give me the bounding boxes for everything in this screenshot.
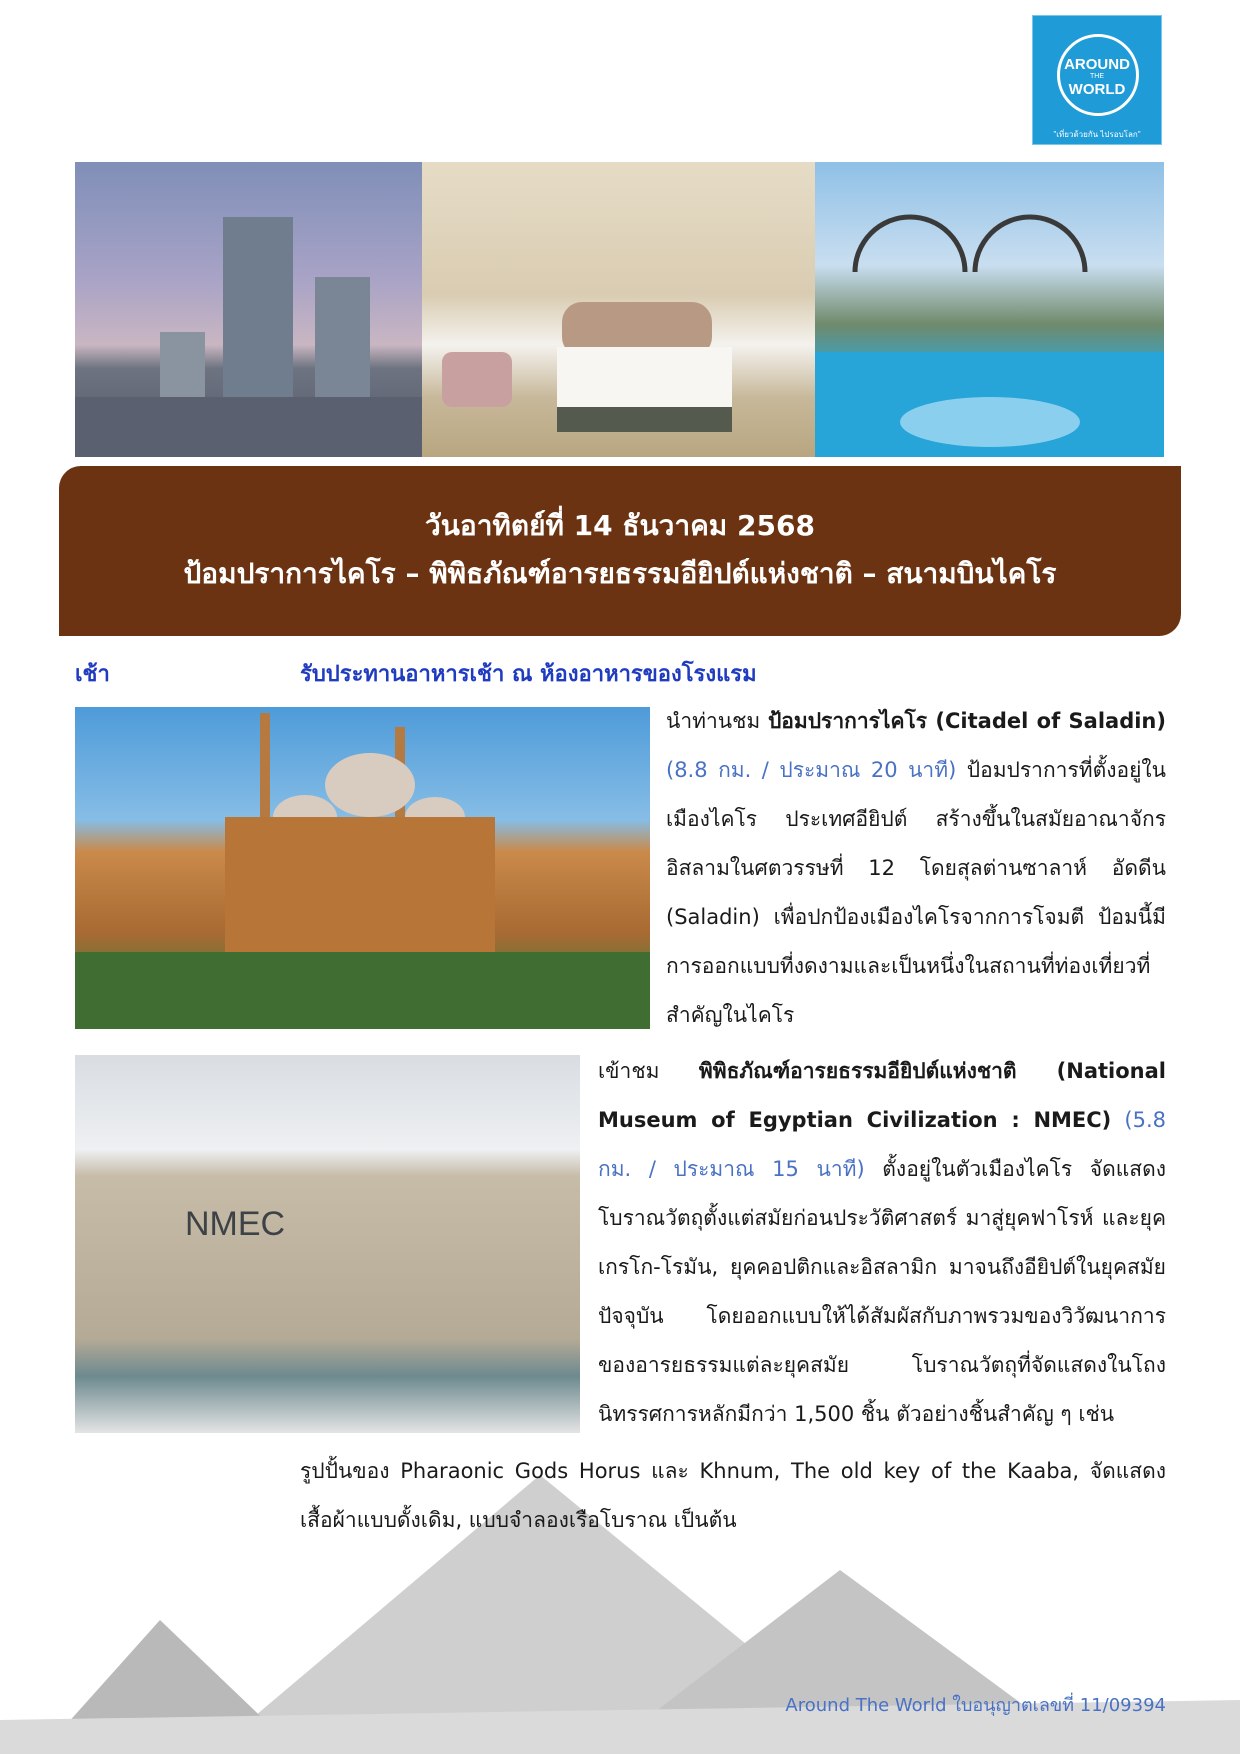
hotel-bedroom-photo: [422, 162, 815, 457]
logo-text-around: AROUND: [1064, 56, 1130, 73]
nmec-intro: เข้าชม: [598, 1059, 660, 1083]
hotel-exterior-photo: [75, 162, 422, 457]
day-header-banner: [59, 466, 1181, 636]
nmec-distance: (5.8 กม. / ประมาณ 15 นาที): [598, 1108, 1166, 1181]
logo-text-the: THE: [1090, 73, 1104, 80]
nmec-name: พิพิธภัณฑ์อารยธรรมอียิปต์แห่งชาติ (National Museum of Egyptian Civilization : NMEC): [598, 1059, 1166, 1132]
day-date: วันอาทิตย์ที่ 14 ธันวาคม 2568: [425, 509, 815, 542]
hotel-tower-illustration: [75, 162, 422, 457]
nmec-museum-photo: [75, 1055, 580, 1433]
citadel-description: ป้อมปราการที่ตั้งอยู่ในเมืองไคโร ประเทศอียิปต์ สร้างขึ้นในสมัยอาณาจักรอิสลามในศตวรรษที่ 12 โดยสุลต่านซาลาห์ อัดดีน (Saladin) เพื่อปกป้องเมืองไคโรจากการโจมตี ป้อมนี้มีการออกแบบที่งดงามและเป็นหนึ่งในสถานที่ท่องเที่ยวที่สำคัญในไคโร: [666, 758, 1166, 1027]
meal-description: รับประทานอาหารเช้า ณ ห้องอาหารของโรงแรม: [300, 662, 757, 687]
pool-illustration: [815, 162, 1164, 457]
day-route: ป้อมปราการไคโร – พิพิธภัณฑ์อารยธรรมอียิปต์แห่งชาติ – สนามบินไคโร: [183, 557, 1057, 590]
nmec-paragraph-continued: รูปปั้นของ Pharaonic Gods Horus และ Khnum, The old key of the Kaaba, จัดแสดงเสื้อผ้าแบบดั้งเดิม, แบบจำลองเรือโบราณ เป็นต้น: [300, 1459, 1166, 1532]
mosque-illustration: [75, 707, 650, 1029]
logo-text-world: WORLD: [1068, 81, 1126, 98]
citadel-paragraph: [666, 697, 1166, 1040]
company-logo: [1032, 15, 1162, 145]
logo-tagline: "เที่ยวด้วยกัน ไปรอบโลก": [1053, 130, 1141, 139]
nmec-sign-text: NMEC: [185, 1205, 286, 1243]
hotel-pool-photo: [815, 162, 1164, 457]
license-footer: Around The World ใบอนุญาตเลขที่ 11/09394: [785, 1695, 1166, 1716]
nmec-paragraph: [598, 1047, 1166, 1439]
citadel-distance: (8.8 กม. / ประมาณ 20 นาที): [666, 758, 957, 782]
citadel-mosque-photo: [75, 707, 650, 1029]
nmec-description: ตั้งอยู่ในตัวเมืองไคโร จัดแสดงโบราณวัตถุตั้งแต่สมัยก่อนประวัติศาสตร์ มาสู่ยุคฟาโรห์ และยุคเกรโก-โรมัน, ยุคคอปติกและอิสลามิก มาจนถึงอียิปต์ในยุคสมัยปัจจุบัน โดยออกแบบให้ได้สัมผัสกับภาพรวมของวิวัฒนาการของอารยธรรมแต่ละยุคสมัย โบราณวัตถุที่จัดแสดงในโถงนิทรรศการหลักมีกว่า 1,500 ชิ้น ตัวอย่างชิ้นสำคัญ ๆ เช่น: [598, 1157, 1166, 1426]
bed-illustration: [422, 162, 815, 457]
meal-label: เช้า: [75, 662, 110, 687]
citadel-name: ป้อมปราการไคโร (Citadel of Saladin): [767, 709, 1166, 733]
citadel-intro: นำท่านชม: [666, 709, 761, 733]
